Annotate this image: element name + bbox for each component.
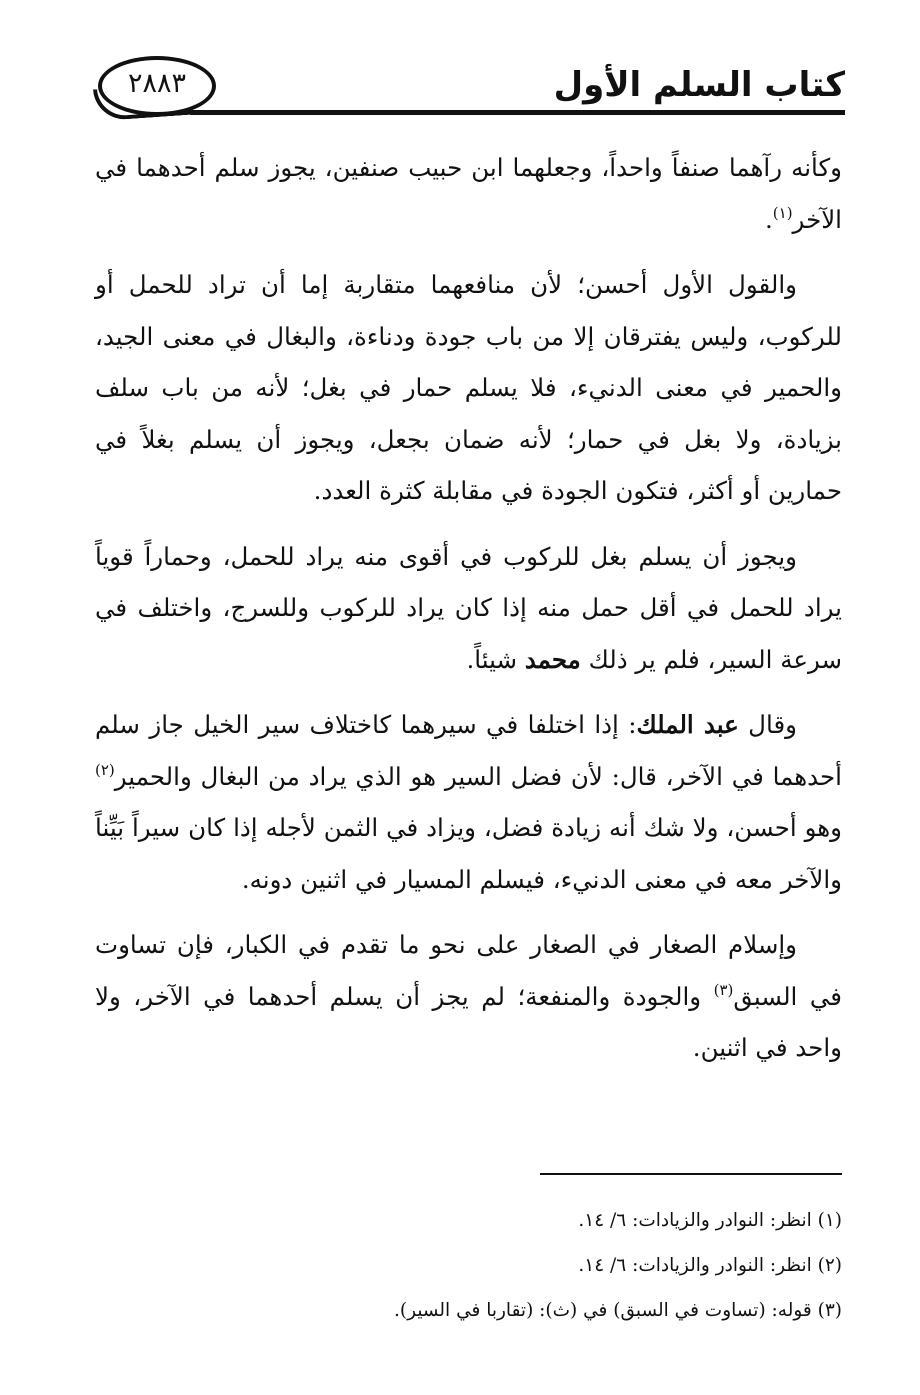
- paragraph-1-text: وكأنه رآهما صنفاً واحداً، وجعلهما ابن حبيب صنفين، يجوز سلم أحدهما في الآخر: [95, 153, 842, 234]
- paragraph-5-after: والجودة والمنفعة؛ لم يجز أن يسلم أحدهما في الآخر، ولا واحد في اثنين.: [95, 981, 842, 1062]
- name-abd-al-malik: عبد الملك: [636, 710, 739, 739]
- footnote-ref-2: (٢): [95, 760, 115, 779]
- paragraph-1: [95, 142, 842, 245]
- paragraph-2-text: والقول الأول أحسن؛ لأن منافعهما متقاربة إما أن تراد للحمل أو للركوب، وليس يفترقان إلا من باب جودة ودناءة، والبغال في معنى الجيد، والحمير في معنى الدنيء، فلا يسلم حمار في بغل؛ لأنه من باب سلف بزيادة، ولا بغل في حمار؛ لأنه ضمان بجعل، ويجوز أن يسلم بغلاً في حمارين أو أكثر، فتكون الجودة في مقابلة كثرة العدد.: [95, 270, 842, 505]
- paragraph-3-after: شيئاً.: [466, 644, 518, 674]
- paragraph-4-middle: : إذا اختلفا في سيرهما كاختلاف سير الخيل جاز سلم أحدهما في الآخر، قال: لأن فضل السير هو الذي يراد من البغال والحمير: [95, 710, 842, 791]
- name-muhammad: محمد: [524, 644, 581, 674]
- paragraph-4-before: وقال: [748, 710, 797, 739]
- footnote-2: (٢) انظر: النوادر والزيادات: ٦/ ١٤.: [578, 1255, 842, 1276]
- header-rule: [190, 110, 845, 115]
- paragraph-4-after: وهو أحسن، ولا شك أنه زيادة فضل، ويزاد في الثمن لأجله إذا كان سيراً بَيِّناً والآخر معه في معنى الدنيء، فيسلم المسيار في اثنين دونه.: [95, 813, 842, 894]
- page-number-oval: [98, 56, 216, 116]
- paragraph-3-before: ويجوز أن يسلم بغل للركوب في أقوى منه يراد للحمل، وحماراً قوياً يراد للحمل في أقل حمل منه إذا كان يراد للركوب وللسرج، واختلف في سرعة السير، فلم ير ذلك: [95, 541, 842, 674]
- footnotes: [95, 1198, 842, 1333]
- footnote-ref-1: (١): [772, 203, 793, 222]
- footnote-ref-3: (٣): [713, 980, 734, 999]
- paragraph-5: [95, 919, 842, 1074]
- paragraph-4: [95, 699, 842, 905]
- footnote-separator: [540, 1173, 842, 1175]
- paragraph-2: [95, 259, 842, 517]
- page-number: ٢٨٨٣: [127, 68, 186, 99]
- paragraph-3: [95, 531, 842, 686]
- running-header-title: كتاب السلم الأول: [553, 65, 845, 105]
- footnote-1: (١) انظر: النوادر والزيادات: ٦/ ١٤.: [578, 1210, 842, 1231]
- paragraph-5-before: وإسلام الصغار في الصغار على نحو ما تقدم في الكبار، فإن تساوت في السبق: [95, 930, 842, 1011]
- paragraph-1-end: .: [764, 204, 773, 234]
- footnote-3: (٣) قوله: (تساوت في السبق) في (ث): (تقاربا في السير).: [394, 1300, 842, 1321]
- main-text: [95, 142, 842, 1088]
